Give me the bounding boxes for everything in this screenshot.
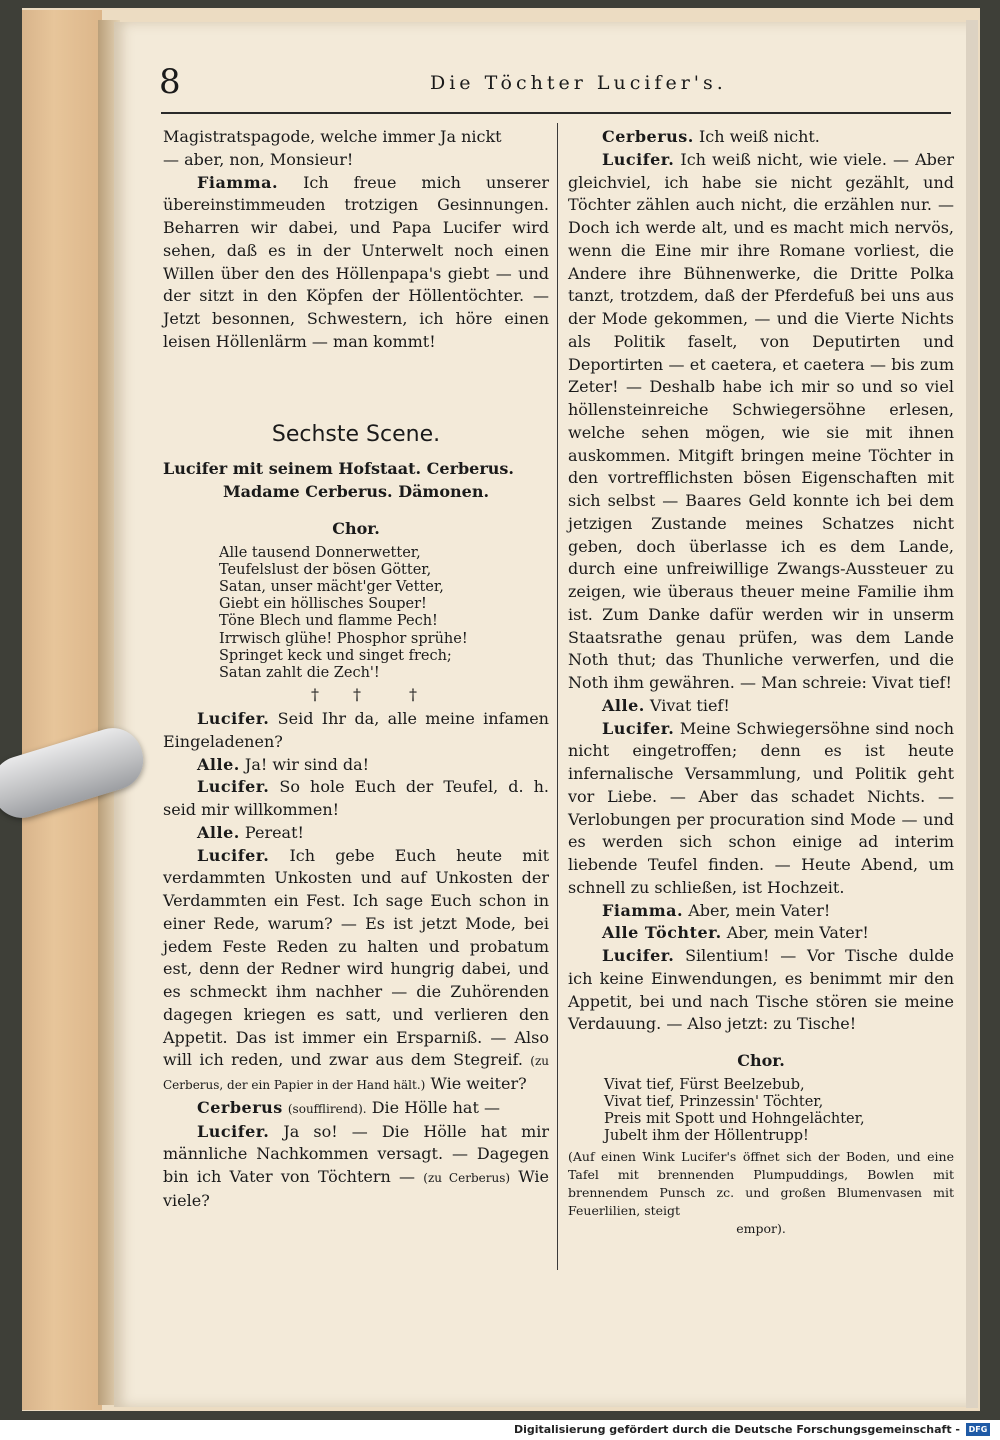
speech-text: Aber, mein Vater! — [726, 923, 869, 943]
speech — [568, 945, 954, 1036]
speech — [163, 822, 549, 845]
intro-line: — aber, non, Monsieur! — [163, 149, 354, 169]
speech — [163, 754, 549, 777]
speaker-name: Alle Töchter. — [602, 923, 722, 943]
speech — [568, 922, 954, 945]
speech-text: Die Hölle hat — — [371, 1097, 500, 1117]
verse-line: Töne Blech und flamme Pech! — [219, 613, 438, 630]
stage-direction: (zu Cerberus) — [423, 1171, 511, 1186]
verse-line: Vivat tief, Prinzessin' Töchter, — [604, 1093, 824, 1110]
speaker-name: Lucifer. — [602, 149, 675, 169]
verse-line: Satan zahlt die Zech'! — [219, 664, 380, 681]
speech — [568, 718, 954, 900]
speech — [568, 900, 954, 923]
speech — [163, 708, 549, 754]
funding-notice: Digitalisierung gefördert durch die Deutsche Forschungsgemeinschaft - — [513, 1423, 960, 1436]
dagger-mark: † — [409, 685, 417, 705]
header-rule — [161, 112, 951, 114]
running-title: Die Töchter Lucifer's. — [430, 72, 727, 94]
speaker-name: Alle. — [197, 822, 240, 842]
speech — [568, 126, 954, 149]
speech-text: Ich freue mich unserer übereinstimmeuden trotzigen Gesinnungen. Beharren wir dabei, und Papa Lucifer wird sehen, daß es in der Unterwelt noch einen Willen über den des Höllenpapa's giebt — und der sitzt in den Köpfen der Höllentöchter. — Jetzt besonnen, Schwestern, ich höre einen leisen Höllenlärm — man kommt! — [163, 172, 549, 351]
speaker-name: Lucifer. — [197, 1121, 270, 1141]
speaker-name: Lucifer. — [197, 845, 270, 865]
speaker-name: Cerberus — [197, 1097, 283, 1117]
speech — [163, 1121, 549, 1213]
speech-text: Silentium! — Vor Tische dulde ich keine Einwendungen, es benimmt mir den Appetit, bei und nach Tische stören sie meine Verdauung. — Also jetzt: zu Tische! — [568, 946, 954, 1034]
verse-line: Irrwisch glühe! Phosphor sprühe! — [219, 630, 468, 647]
speech — [568, 695, 954, 718]
chorus-verse — [568, 1077, 954, 1146]
speaker-name: Fiamma. — [602, 900, 684, 920]
speaker-name: Cerberus. — [602, 127, 694, 146]
page-edge — [966, 20, 978, 1408]
verse-line: Preis mit Spott und Hohngelächter, — [604, 1111, 865, 1128]
speaker-name: Lucifer. — [602, 718, 675, 738]
cast-list: Lucifer mit seinem Hofstaat. Cerberus. — [163, 459, 514, 479]
stage-direction: (Auf einen Wink Lucifer's öffnet sich der Boden, und eine Tafel mit brennenden Plumpuddings, Bowlen mit brennendem Punsch zc. und großen Blumenvasen mit Feuerlilien, steigt — [568, 1148, 954, 1218]
speech-text: Ich weiß nicht. — [698, 127, 820, 146]
book-binding — [22, 10, 102, 1410]
speaker-name: Alle. — [197, 754, 240, 774]
column-divider — [557, 123, 558, 1270]
speech-text: Ich gebe Euch heute mit verdammten Unkosten und auf Unkosten der Verdammten ein Fest. Ich sage Euch schon in einer Rede, warum? — Es ist jetzt Mode, bei jedem Feste Reden zu halten und probatum est, denn der Redner wird hungrig dabei, und es schmeckt ihm nachher — die Zuhörenden dagegen kriegen es satt, und verlieren den Appetit. Das ist immer ein Ersparniß. — Also will ich reden, und zwar aus dem Stegreif. — [163, 845, 549, 1070]
cast-list: Madame Cerberus. Dämonen. — [222, 482, 490, 501]
speech — [163, 845, 549, 1097]
speaker-name: Fiamma. — [197, 172, 279, 192]
speech-text: Ich weiß nicht, wie viele. — Aber gleichviel, ich habe sie nicht gezählt, und Töchter zählen auch nicht, die erzählen nur. — Doch ich werde alt, und es macht mich nervös, wenn die Eine mir ihre Romane vorliest, die Andere ihre Bühnenwerke, die Dritte Polka tanzt, trotzdem, daß der Pferdefuß bei uns aus der Mode gekommen, — und die Vierte Nichts als Politik faselt, von Deputirten und Deportirten — et caetera, et caetera — bis zum Zeter! — Deshalb habe ich mir so und so viel höllensteinreiche Schwiegersöhne erlesen, welche sehen mögen, wie sie mit ihnen auskommen. Mitgift bringen meine Töchter in den vortrefflichsten bösen Eigenschaften mit sich selbst — Baares Geld konnte ich bei dem jetzigen Zustande meines Schatzes nicht geben, doch überlasse ich es dem Lande, durch eine unfreiwillige Zwangs-Aussteuer zu zeigen, wie überaus theuer meine Familie ihm ist. Zum Danke dafür werden wir in unserm Staatsrathe genau prüfen, was dem Lande Noth thut; das Thunliche verwerfen, und die Noth ihm gewähren. — Man schreie: Vivat tief! — [568, 149, 955, 692]
speech-text: Pereat! — [244, 822, 304, 842]
speech-text: Ja! wir sind da! — [244, 754, 370, 774]
chorus-heading: Chor. — [332, 518, 380, 538]
page-number: 8 — [159, 62, 182, 102]
verse-line: Satan, unser mächt'ger Vetter, — [219, 578, 444, 595]
speech-text: So hole Euch der Teufel, d. h. seid mir willkommen! — [163, 777, 549, 820]
stage-direction-end: empor). — [736, 1220, 786, 1236]
speech-text: Ja so! — Die Hölle hat mir männliche Nachkommen versagt. — Dagegen bin ich Vater von Töchtern — — [163, 1121, 550, 1187]
footer-bar — [0, 1420, 1000, 1440]
stage-direction: (zu Cerberus, der ein Papier in der Hand hält.) — [163, 1054, 549, 1093]
right-column — [568, 126, 954, 1238]
speech — [568, 149, 954, 695]
stage-direction: (soufflirend). — [287, 1101, 367, 1116]
speech-text: Wie viele? — [163, 1167, 550, 1210]
speaker-name: Lucifer. — [197, 709, 270, 729]
speech-text: Seid Ihr da, alle meine infamen Eingeladenen? — [163, 709, 549, 751]
dfg-logo: DFG — [966, 1423, 990, 1436]
verse-line: Springet keck und singet frech; — [219, 647, 452, 664]
intro-line: Magistratspagode, welche immer Ja nickt — [163, 127, 502, 146]
speech — [163, 776, 549, 822]
dagger-row — [163, 682, 549, 708]
chorus-heading: Chor. — [737, 1051, 785, 1070]
verse-line: Teufelslust der bösen Götter, — [219, 561, 432, 578]
speech-text: Vivat tief! — [649, 695, 730, 715]
verse-line: Jubelt ihm der Höllentrupp! — [604, 1128, 809, 1145]
speech-text: Meine Schwiegersöhne sind noch nicht eingetroffen; denn es ist heute infernalische Versammlung, und Politik geht vor Liebe. — Aber das schadet Nichts. — Verlobungen per procuration sind Mode — und es werden sich schon einige ad interim liebende Teufel finden. — Heute Abend, um schnell zu schließen, ist Hochzeit. — [568, 718, 954, 897]
dagger-mark: † — [311, 685, 319, 705]
speaker-name: Lucifer. — [197, 777, 270, 797]
verse-line: Vivat tief, Fürst Beelzebub, — [604, 1076, 805, 1093]
verse-line: Alle tausend Donnerwetter, — [219, 544, 421, 561]
verse-line: Giebt ein höllisches Souper! — [219, 596, 427, 613]
speaker-name: Alle. — [602, 695, 645, 715]
scene-title: Sechste Scene. — [271, 421, 441, 447]
speech — [163, 1097, 549, 1121]
dagger-mark: † — [353, 685, 361, 705]
chorus-verse — [163, 545, 549, 683]
speaker-name: Lucifer. — [602, 946, 675, 965]
left-column — [163, 126, 549, 1213]
speech — [163, 172, 549, 354]
speech-text: Aber, mein Vater! — [688, 900, 831, 920]
speech-text: Wie weiter? — [430, 1074, 527, 1094]
